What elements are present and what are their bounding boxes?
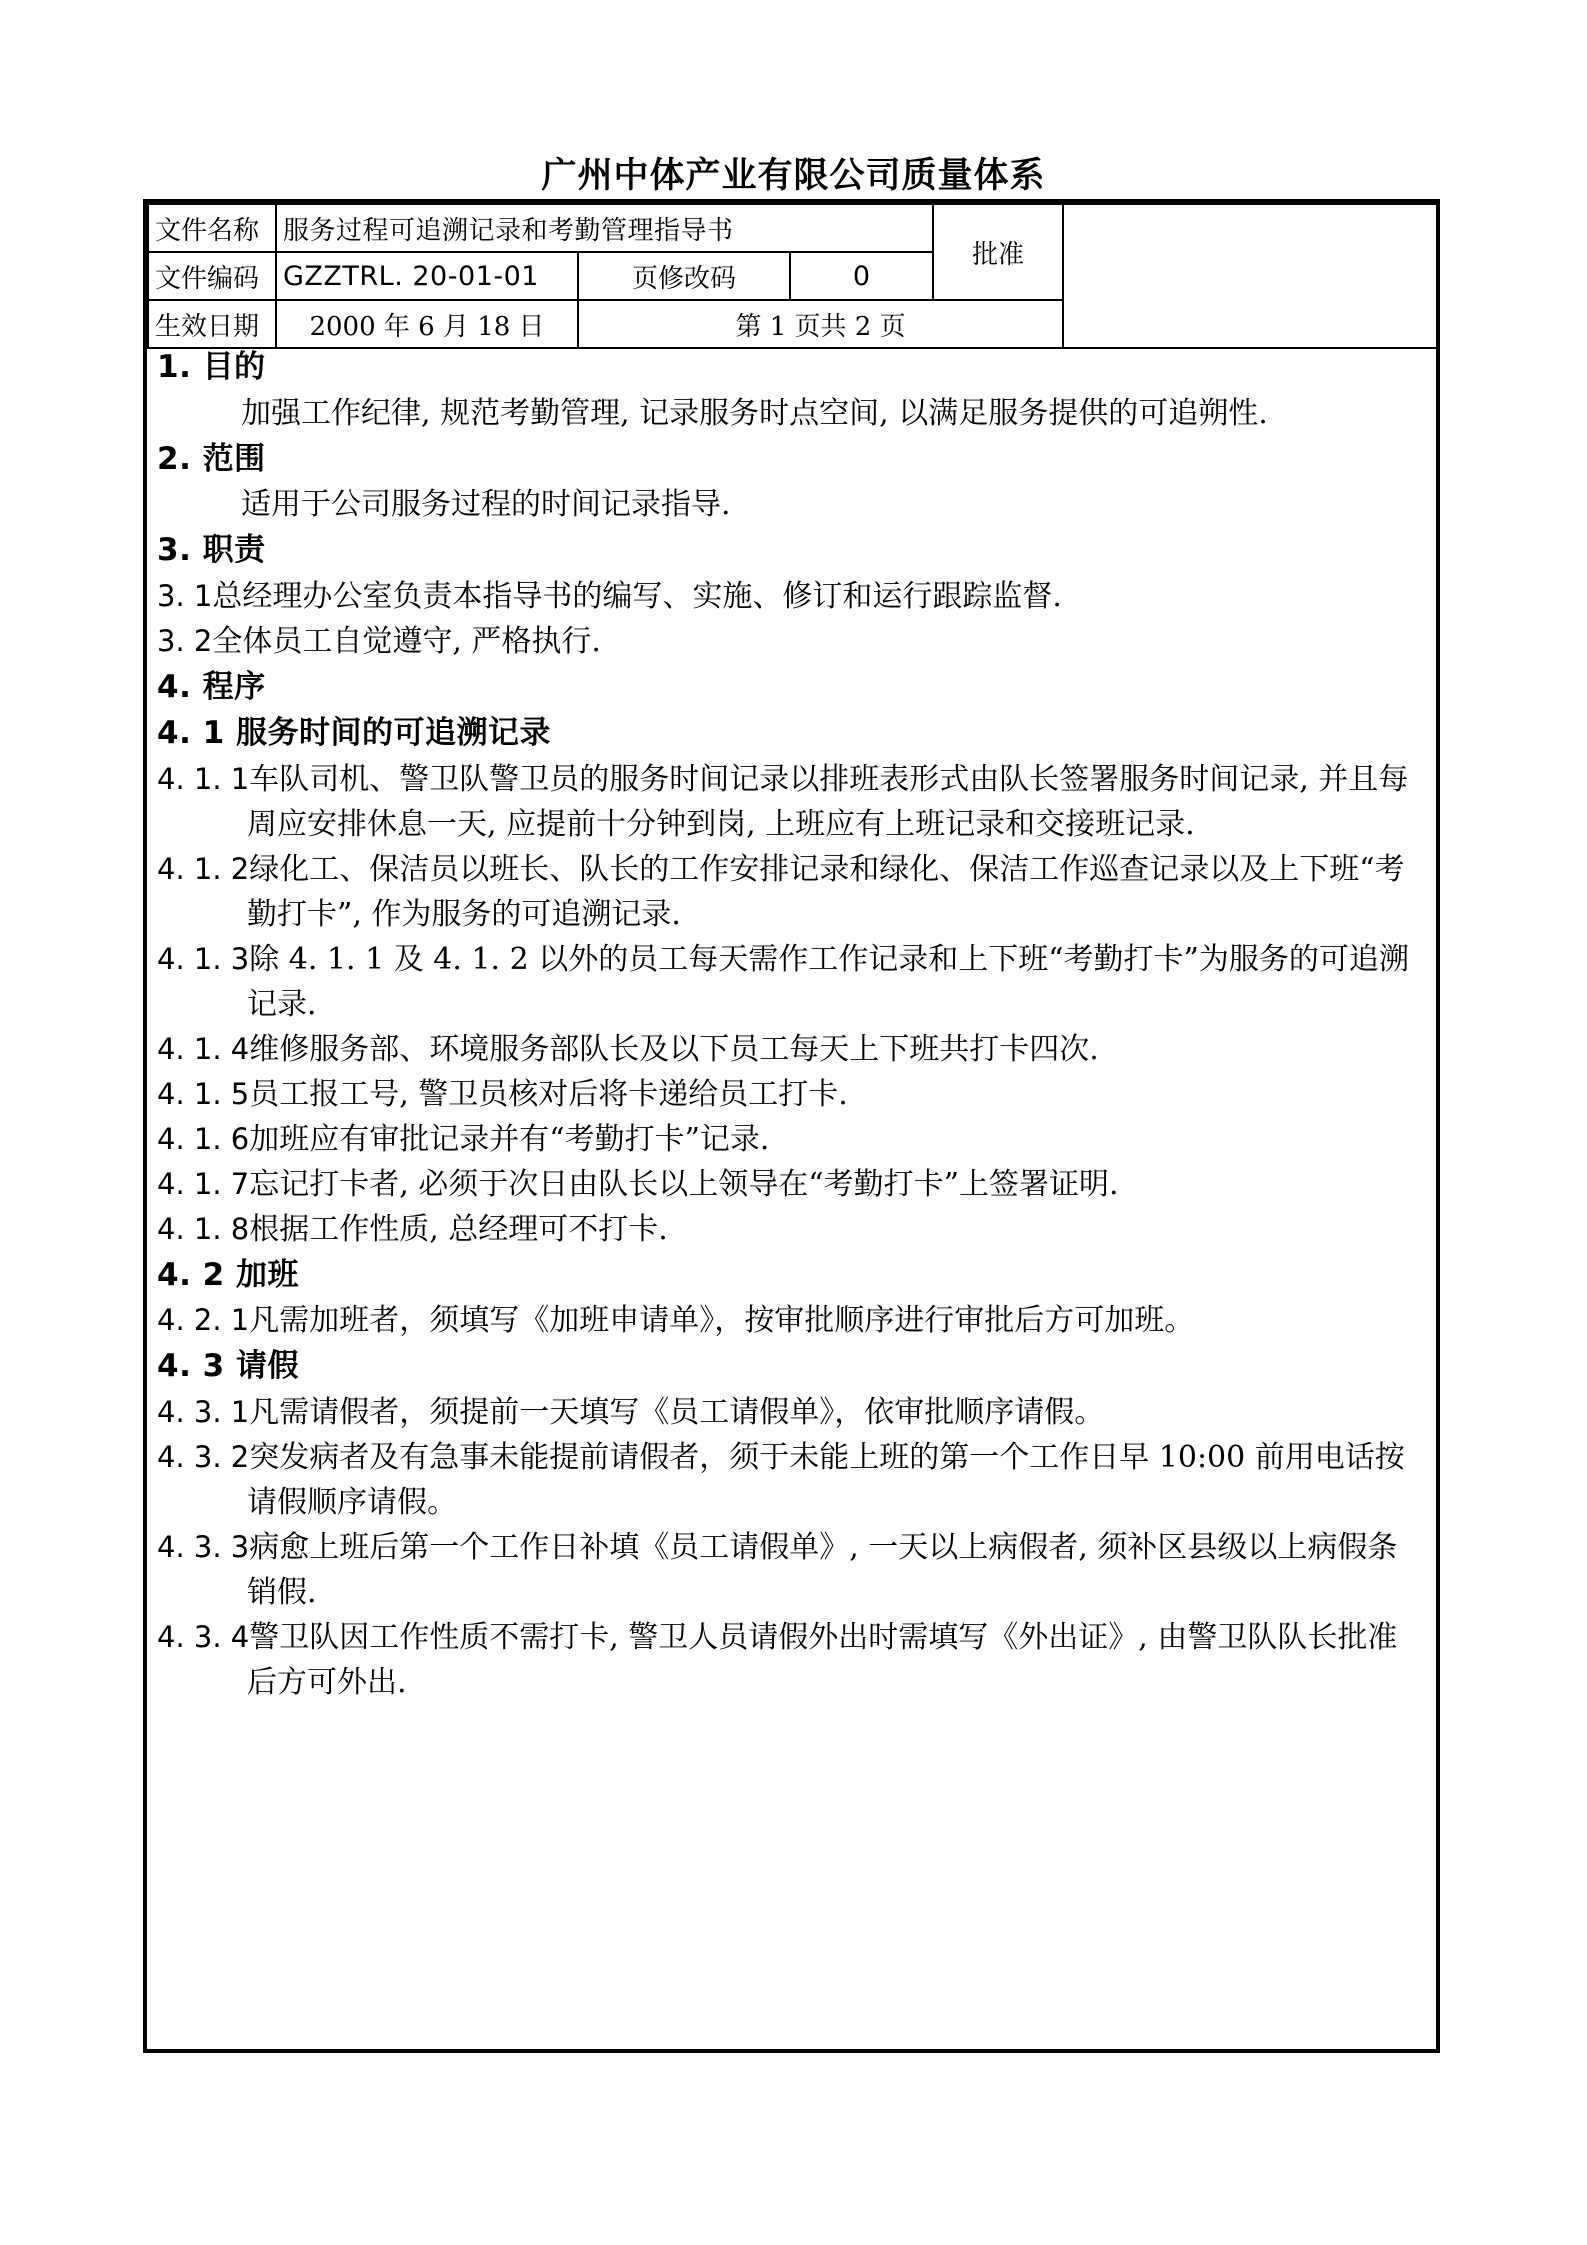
clause-number: 4. 1. 1 (157, 761, 250, 796)
clause-text: 病愈上班后第一个工作日补填《员工请假单》, 一天以上病假者, 须补区县级以上病假条销假. (247, 1529, 1398, 1610)
file-code-label: 文件编码 (148, 252, 276, 300)
approve-signature-box (1063, 204, 1437, 348)
clause (157, 1615, 1422, 1705)
clause-number: 4. 1. 6 (157, 1121, 250, 1156)
revision-code-label: 页修改码 (578, 252, 790, 300)
section-heading: 3. 职责 (157, 532, 266, 568)
clause-number: 4. 2. 1 (157, 1303, 250, 1337)
file-code-value: GZZTRL. 20-01-01 (276, 252, 578, 300)
clause-text: 车队司机、警卫队警卫员的服务时间记录以排班表形式由队长签署服务时间记录, 并且每周应安排休息一天, 应提前十分钟到岗, 上班应有上班记录和交接班记录. (247, 761, 1409, 842)
file-name-value: 服务过程可追溯记录和考勤管理指导书 (276, 204, 933, 252)
clause-number: 3. 2 (157, 623, 213, 658)
section-paragraph: 加强工作纪律, 规范考勤管理, 记录服务时点空间, 以满足服务提供的可追朔性. (241, 395, 1268, 431)
clause (157, 1525, 1422, 1615)
clause (157, 1117, 1422, 1162)
document-info-table (147, 203, 1438, 349)
clause-text: 员工报工号, 警卫员核对后将卡递给员工打卡. (249, 1076, 848, 1112)
clause-number: 3. 1 (157, 578, 213, 613)
clause-text: 凡需请假者，须提前一天填写《员工请假单》，依审批顺序请假。 (249, 1394, 1105, 1430)
clause-text: 维修服务部、环境服务部队长及以下员工每天上下班共打卡四次. (249, 1031, 1099, 1067)
clause (157, 1072, 1422, 1117)
clause-text: 总经理办公室负责本指导书的编写、实施、修订和运行跟踪监督. (212, 578, 1062, 614)
clause-text: 凡需加班者，须填写《加班申请单》，按审批顺序进行审批后方可加班。 (249, 1303, 1195, 1338)
section-heading: 4. 程序 (157, 668, 266, 705)
clause-number: 4. 3. 3 (157, 1529, 250, 1564)
clause-number: 4. 1. 5 (157, 1076, 250, 1111)
effective-date-label: 生效日期 (148, 300, 276, 348)
clause (157, 1027, 1422, 1072)
document-body (147, 338, 1436, 1705)
section-heading: 2. 范围 (157, 440, 266, 477)
section-heading: 1. 目的 (157, 349, 266, 385)
clause (157, 1298, 1422, 1343)
clause-number: 4. 1. 8 (157, 1211, 250, 1246)
clause (157, 1435, 1422, 1525)
clause-text: 忘记打卡者, 必须于次日由队长以上领导在“考勤打卡”上签署证明. (249, 1166, 1119, 1202)
file-name-label: 文件名称 (148, 204, 276, 252)
clause (157, 619, 1422, 664)
clause (157, 847, 1422, 937)
clause-number: 4. 1. 4 (157, 1031, 250, 1066)
table-row (148, 204, 1437, 252)
page-number-value: 第 1 页共 2 页 (578, 300, 1063, 348)
section-heading: 4. 2 加班 (157, 1256, 300, 1293)
section-paragraph: 适用于公司服务过程的时间记录指导. (241, 487, 731, 522)
clause-number: 4. 3. 1 (157, 1394, 250, 1429)
clause-text: 警卫队因工作性质不需打卡, 警卫人员请假外出时需填写《外出证》, 由警卫队队长批准后方可外出. (247, 1619, 1398, 1700)
clause-number: 4. 3. 2 (157, 1439, 250, 1474)
clause-text: 除 4. 1. 1 及 4. 1. 2 以外的员工每天需作工作记录和上下班“考勤打卡”为服务的可追溯记录. (247, 941, 1409, 1022)
clause-number: 4. 1. 2 (157, 851, 250, 886)
clause (157, 1162, 1422, 1207)
clause (157, 757, 1422, 847)
clause (157, 1207, 1422, 1252)
document-frame (143, 199, 1440, 2053)
clause-text: 突发病者及有急事未能提前请假者，须于未能上班的第一个工作日早 10:00 前用电话按请假顺序请假。 (247, 1439, 1405, 1520)
clause-text: 全体员工自觉遵守, 严格执行. (212, 623, 601, 659)
revision-code-value: 0 (790, 252, 933, 300)
page-title: 广州中体产业有限公司质量体系 (541, 155, 1046, 196)
clause-number: 4. 3. 4 (157, 1619, 250, 1654)
section-heading: 4. 3 请假 (157, 1348, 300, 1384)
clause (157, 1390, 1422, 1435)
clause-number: 4. 1. 3 (157, 941, 250, 976)
clause-number: 4. 1. 7 (157, 1166, 250, 1201)
effective-date-value: 2000 年 6 月 18 日 (276, 300, 578, 348)
clause-text: 加班应有审批记录并有“考勤打卡”记录. (249, 1121, 770, 1157)
clause (157, 937, 1422, 1027)
clause (157, 574, 1422, 619)
approve-label: 批准 (933, 204, 1063, 300)
clause-text: 根据工作性质, 总经理可不打卡. (249, 1211, 668, 1247)
clause-text: 绿化工、保洁员以班长、队长的工作安排记录和绿化、保洁工作巡查记录以及上下班“考勤打卡”, 作为服务的可追溯记录. (247, 851, 1405, 932)
section-heading: 4. 1 服务时间的可追溯记录 (157, 715, 551, 751)
